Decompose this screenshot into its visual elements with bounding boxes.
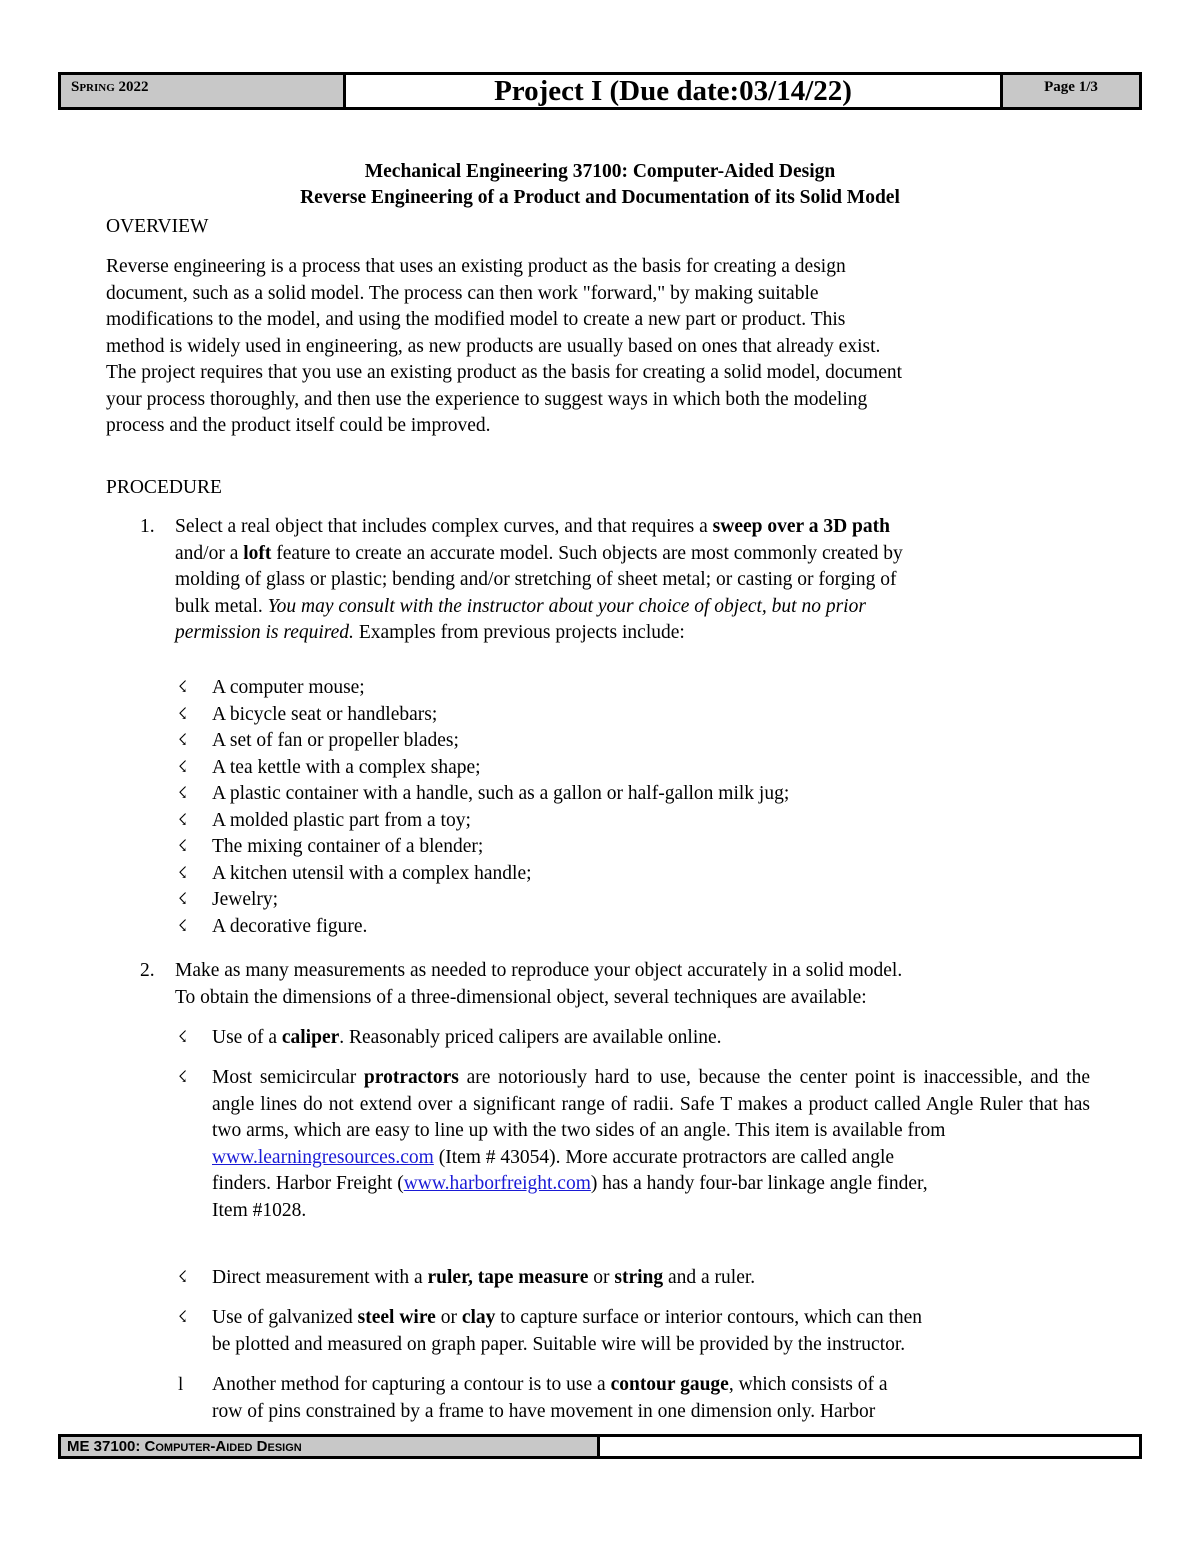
list-item: ☇ A molded plastic part from a toy;: [178, 808, 1090, 835]
header-page: Page 1/3: [1003, 72, 1142, 110]
pushpin-icon: ☇: [178, 1029, 188, 1046]
step-1: 1. Select a real object that includes complex curves, and that requires a sweep over a 3D path and/or a loft feature to create an accurate model. Such objects are most commonly created by molding of glass or plastic; bending and/or stretching of sheet metal; or casting or forging of bulk metal. You may consult with the instructor about your choice of object, but no prior permission is required. Examples from previous projects include:: [140, 516, 903, 643]
pushpin-icon: ☇: [178, 1269, 188, 1286]
pushpin-icon: ☇: [178, 917, 188, 935]
pushpin-icon: ☇: [178, 864, 188, 882]
overview-line: Reverse engineering is a process that uses an existing product as the basis for creating a design: [106, 256, 846, 277]
header-term: Spring 2022: [58, 72, 343, 110]
pushpin-icon: ☇: [178, 811, 188, 829]
pushpin-icon: ☇: [178, 785, 188, 802]
list-item: ☇ A kitchen utensil with a complex handle;: [178, 861, 1090, 888]
bullet-marker: l: [178, 1374, 184, 1395]
pushpin-icon: ☇: [178, 758, 188, 776]
header-bar: [58, 72, 1142, 110]
overview-line: process and the product itself could be improved.: [106, 415, 491, 436]
pushpin-icon: ☇: [178, 1069, 188, 1086]
technique-caliper: ☇ Use of a caliper. Reasonably priced calipers are available online.: [178, 1025, 1090, 1052]
overview-line: your process thoroughly, and then use the experience to suggest ways in which both the modeling: [106, 388, 868, 410]
learningresources-link[interactable]: www.learningresources.com: [212, 1146, 434, 1168]
list-item: ☇ A bicycle seat or handlebars;: [178, 702, 1090, 729]
pushpin-icon: ☇: [178, 891, 188, 908]
overview-body: [106, 254, 1086, 440]
technique-ruler: ☇ Direct measurement with a ruler, tape measure or string and a ruler.: [178, 1265, 1090, 1292]
overview-line: document, such as a solid model. The process can then work "forward," by making suitable: [106, 282, 819, 304]
header-title: Project I (Due date:03/14/22): [343, 72, 1003, 110]
pushpin-icon: ☇: [178, 838, 188, 855]
technique-wire: ☇ Use of galvanized steel wire or clay to capture surface or interior contours, which can then be plotted and measured on graph paper. Suitable wire will be provided by the instructor.: [178, 1307, 923, 1355]
technique-protractor: ☇ Most semicircular protractors are notoriously hard to use, because the center point is inaccessible, and the angle lines do not extend over a significant range of radii. Safe T makes a product called Angle Ruler that has two arms, which are easy to line up with the two sides of an angle. This item is available from www.learningresources.com (Item # 43054). More accurate protractors are called angle finders. Harbor Freight (www.harborfreight.com) has a handy four-bar linkage angle finder, Item #1028.: [178, 1067, 1090, 1221]
example-list: [178, 675, 1090, 940]
list-item: ☇ A tea kettle with a complex shape;: [178, 755, 1090, 782]
list-item: ☇ A plastic container with a handle, such as a gallon or half-gallon milk jug;: [178, 781, 1090, 808]
footer-blank-cell: [600, 1434, 1142, 1459]
pushpin-icon: ☇: [178, 732, 188, 749]
overview-heading: OVERVIEW: [106, 216, 209, 237]
course-title: Mechanical Engineering 37100: Computer-Aided Design: [364, 161, 836, 182]
step-number: 2.: [140, 960, 155, 981]
overview-line: modifications to the model, and using the modified model to create a new part or product. This: [106, 309, 846, 330]
pushpin-icon: ☇: [178, 679, 188, 696]
pushpin-icon: ☇: [178, 1309, 188, 1326]
list-item: ☇ A decorative figure.: [178, 914, 1090, 941]
overview-line: method is widely used in engineering, as new products are usually based on ones that already exist.: [106, 335, 881, 357]
procedure-heading: PROCEDURE: [106, 477, 222, 498]
pushpin-icon: ☇: [178, 705, 188, 723]
list-item: ☇ A set of fan or propeller blades;: [178, 728, 1090, 755]
technique-contour: l Another method for capturing a contour is to use a contour gauge, which consists of a row of pins constrained by a frame to have movement in one dimension only. Harbor: [178, 1374, 888, 1422]
list-item: ☇ The mixing container of a blender;: [178, 834, 1090, 861]
list-item: ☇ A computer mouse;: [178, 675, 1090, 702]
footer-course: ME 37100: Computer-Aided Design: [58, 1434, 600, 1459]
harborfreight-link[interactable]: www.harborfreight.com: [403, 1173, 591, 1194]
list-item: ☇ Jewelry;: [178, 887, 1090, 914]
step-number: 1.: [140, 516, 155, 537]
step-2: 2. Make as many measurements as needed to reproduce your object accurately in a solid model. To obtain the dimensions of a three-dimensional object, several techniques are available:: [140, 960, 903, 1008]
overview-line: The project requires that you use an existing product as the basis for creating a solid model, document: [106, 362, 903, 383]
footer-bar: [58, 1434, 1142, 1459]
project-title: Reverse Engineering of a Product and Documentation of its Solid Model: [300, 187, 900, 208]
